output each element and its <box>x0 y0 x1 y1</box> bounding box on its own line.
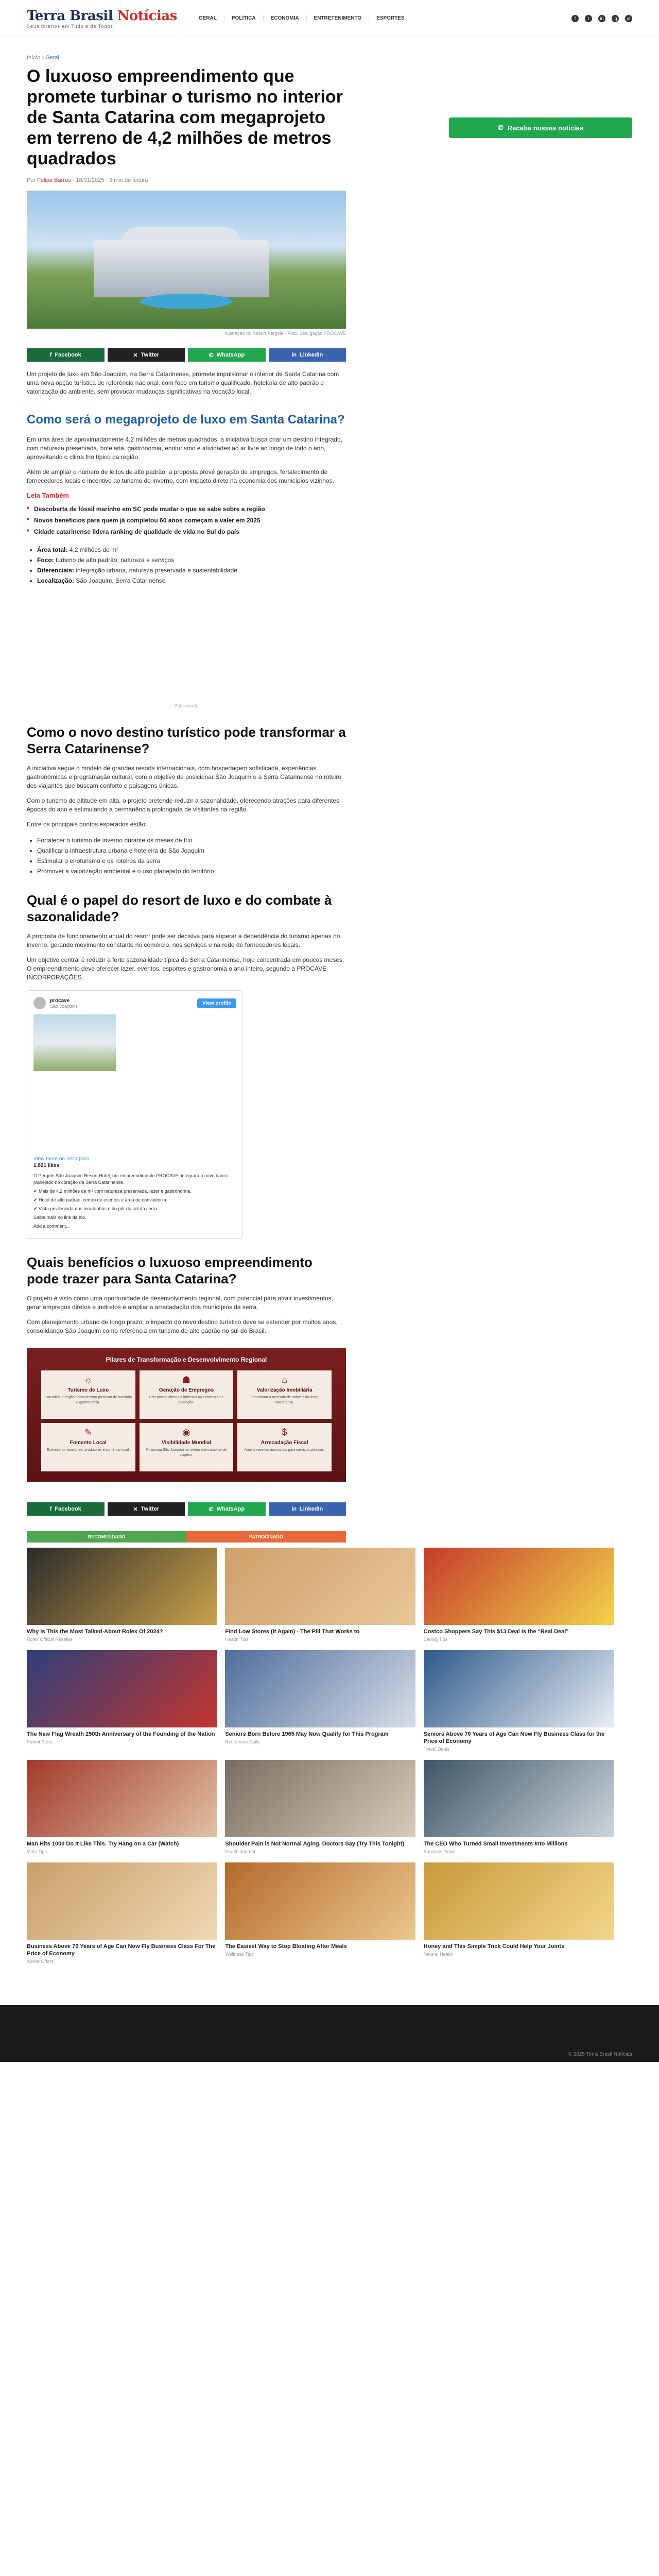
byline: Por Felipe Barros · 18/01/2025 · 3 min de leitura <box>27 177 148 183</box>
read-also-heading: Leia Também <box>27 492 70 499</box>
view-on-instagram-link[interactable]: View more on Instagram <box>33 1156 90 1162</box>
hero-caption: Ilustração do Resort Pergole · Foto: Divulgação PROCAVE <box>224 331 346 336</box>
top-bar <box>0 0 659 37</box>
read-also-link[interactable]: Cidade catarinense lidera ranking de qualidade de vida no Sul do país <box>34 528 239 535</box>
recommendation-image[interactable] <box>27 1548 217 1625</box>
section-heading-beneficios: Quais benefícios o luxuoso empreendimento pode trazer para Santa Catarina? <box>27 1255 313 1286</box>
infographic <box>27 1348 346 1482</box>
infographic-title: Pilares de Transformação e Desenvolvimento Regional <box>106 1356 267 1363</box>
instagram-post-image[interactable] <box>33 1014 116 1071</box>
breadcrumb: Início › Geral <box>27 55 59 61</box>
fact-item: • Localização: São Joaquim, Serra Catarinense <box>37 575 356 586</box>
recommendation-source: Travel Deals <box>423 1747 449 1752</box>
share-facebook-button[interactable]: f Facebook <box>27 348 105 362</box>
whatsapp-icon: ✆ <box>209 1506 214 1513</box>
recommendation-title[interactable]: Seniors Above 70 Years of Age Can Now Fly Business Class for the Price of Economy <box>423 1731 605 1744</box>
paragraph: Além de ampliar o número de leitos de alto padrão, a proposta prevê geração de empregos, fortalecimento de fornecedores locais e incentivo ao turismo de inverno, com impacto direto na economia dos municípios vizinhos. <box>27 468 334 484</box>
impact-item: • Estimular o enoturismo e os roteiros da serra <box>37 856 356 866</box>
recommendation-card[interactable] <box>225 1548 415 1642</box>
whatsapp-subscribe-button[interactable]: ✆ Receba nossas notícias <box>449 117 632 138</box>
linkedin-icon: in <box>291 1506 297 1512</box>
read-also-link[interactable]: Descoberta de fóssil marinho em SC pode mudar o que se sabe sobre a região <box>34 505 265 513</box>
instagram-username[interactable]: procave <box>50 997 70 1004</box>
instagram-caption-line: ✔ Vista privilegiada das montanhas e do pôr do sol da serra. <box>33 1206 159 1211</box>
tab-sponsored[interactable]: PATROCINADO <box>186 1531 346 1543</box>
whatsapp-icon: ✆ <box>497 124 504 131</box>
recommendation-image[interactable] <box>225 1760 415 1837</box>
facebook-icon: f <box>49 352 52 358</box>
recommendation-card[interactable] <box>225 1650 415 1752</box>
article-date: 18/01/2025 · 3 min de leitura <box>76 177 148 183</box>
intro-paragraph: Um projeto de luxo em São Joaquim, na Serra Catarinense, promete impulsionar o interior de Santa Catarina com uma nova opção turística de referência nacional, com foco em turismo qualificado, hotelaria de alto padrão e valorização do ambiente, sem provocar mudanças significativas na vocação local. <box>27 370 339 395</box>
infographic-card: ⌂ Valorização Imobiliária Impulsiona o mercado de imóveis da serra catarinense. <box>237 1370 332 1419</box>
whatsapp-icon: ✆ <box>209 352 214 359</box>
author-link[interactable]: Felipe Barros <box>37 177 71 183</box>
house-icon: ⌂ <box>282 1375 288 1385</box>
infographic-grid <box>41 1370 332 1471</box>
share-twitter-button[interactable]: ✕ Twitter <box>108 1502 185 1516</box>
recommendation-card[interactable] <box>27 1548 217 1642</box>
facebook-icon: f <box>49 1506 52 1512</box>
paragraph: A proposta de funcionamento anual do resort pode ser decisiva para superar a dependência do turismo apenas no inverno, gerando movimento constante no comércio, nos serviços e na rede de fornecedores locais. <box>27 933 340 948</box>
fact-item: • Diferenciais: integração urbana, natureza preservada e sustentabilidade <box>37 565 356 575</box>
paragraph: Com planejamento urbano de longo prazo, o impacto do novo destino turístico deve se estender por muitos anos, consolidando São Joaquim como referência em turismo de alto padrão no sul do Brasil. <box>27 1318 338 1334</box>
recommendation-title[interactable]: Why Is This the Most Talked-About Rolex Of 2024? <box>27 1629 163 1635</box>
recommendation-card[interactable] <box>225 1862 415 1964</box>
facebook-icon[interactable]: f <box>571 15 579 22</box>
recommendation-source: Natural Health <box>423 1952 454 1957</box>
byline-prefix: Por <box>27 177 36 183</box>
recommendation-image[interactable] <box>27 1650 217 1727</box>
footer <box>0 2005 659 2062</box>
infographic-card: $ Arrecadação Fiscal Amplia receitas municipais para serviços públicos. <box>237 1423 332 1471</box>
infographic-card: ✎ Fomento Local Estimula fornecedores, produtores e comércio local. <box>41 1423 135 1471</box>
infographic-card: ◉ Visibilidade Mundial Posiciona São Joaquim no roteiro internacional de viagens. <box>140 1423 234 1471</box>
instagram-location: São Joaquim <box>50 1003 77 1009</box>
briefcase-icon: ☗ <box>182 1375 191 1385</box>
recommendation-source: Retirement Daily <box>225 1739 259 1744</box>
share-bar-bottom <box>27 1502 346 1516</box>
ad-caption: Publicidade <box>174 703 199 708</box>
paragraph: Em uma área de aproximadamente 4,2 milhões de metros quadrados, a iniciativa busca criar um destino integrado, com natureza preservada, hotelaria, gastronomia, enoturismo e atividades ao ar livre ao longo de todo o ano, aproveitando o clima frio típico da região. <box>27 436 342 461</box>
recommendation-source: Wellness Tips <box>225 1952 254 1957</box>
sidebar <box>449 37 632 1964</box>
impact-list <box>37 835 356 876</box>
section-heading-resort: Qual é o papel do resort de luxo e do combate à sazonalidade? <box>27 892 332 924</box>
recommendation-source: Rolex Official Reseller <box>27 1637 73 1642</box>
read-also-link[interactable]: Novos benefícios para quem já completou 60 anos começam a valer em 2025 <box>34 517 261 524</box>
breadcrumb-current[interactable]: Geral <box>45 55 59 61</box>
read-also-list <box>27 503 346 537</box>
recommendation-title[interactable]: Shoulder Pain is Not Normal Aging, Doctors Say (Try This Tonight) <box>225 1841 405 1847</box>
recommendation-image[interactable] <box>27 1760 217 1837</box>
recommendation-image[interactable] <box>225 1548 415 1625</box>
recommendation-title[interactable]: Business Above 70 Years of Age Can Now Fly Business Class For The Price of Economy <box>27 1943 216 1957</box>
paragraph: O projeto é visto como uma oportunidade de desenvolvimento regional, com potencial para atrair investimentos, gerar empregos diretos e indiretos e ampliar a arrecadação dos municípios da serra. <box>27 1295 333 1311</box>
instagram-caption-line: O Pergole São Joaquim Resort Hotel, um empreendimento PROCAVE, integrará o novo bairro planejado no coração da Serra Catarinense. <box>33 1173 228 1185</box>
logo-text: Terra Brasil Notícias <box>27 8 177 24</box>
nav-item-politica[interactable]: POLÍTICA <box>224 15 264 21</box>
sun-icon: ☼ <box>84 1375 93 1385</box>
instagram-icon[interactable]: ig <box>612 15 619 22</box>
recommendation-card[interactable] <box>27 1650 217 1752</box>
view-profile-button[interactable]: View profile <box>197 998 236 1008</box>
nav-item-entretenimento[interactable]: ENTRETENIMENTO <box>307 15 370 21</box>
logo-tagline: Seus direitos em Tudo e de Todos <box>27 23 113 29</box>
avatar[interactable] <box>33 997 46 1009</box>
facts-list <box>37 545 356 586</box>
recommendation-card[interactable] <box>27 1862 217 1964</box>
twitter-icon: ✕ <box>133 1506 138 1513</box>
nav-item-geral[interactable]: GERAL <box>192 15 224 21</box>
twitter-icon: ✕ <box>133 352 138 359</box>
footer-copyright: © 2025 Terra Brasil Notícias <box>568 2052 632 2057</box>
hero-pool <box>140 294 233 309</box>
instagram-comment-field[interactable]: Add a comment... <box>33 1224 70 1229</box>
recommendation-source: Patriot Store <box>27 1739 53 1744</box>
paragraph: Com o turismo de altitude em alta, o projeto pretende reduzir a sazonalidade, oferecendo atrações para diferentes épocas do ano e estimulando a permanência prolongada de visitantes na região. <box>27 797 340 813</box>
recommendation-title[interactable]: The CEO Who Turned Small Investments Into Millions <box>423 1841 568 1847</box>
recommendation-title[interactable]: Find Low Stores (It Again) - The Pill That Works to <box>225 1629 360 1635</box>
instagram-caption-line: Saiba mais no link da bio. <box>33 1215 86 1220</box>
article-title: O luxuoso empreendimento que promete turbinar o turismo no interior de Santa Catarina com megaprojeto em terreno de 4,2 milhões de metros quadrados <box>27 66 343 168</box>
share-twitter-button[interactable]: ✕ Twitter <box>108 348 185 362</box>
instagram-likes: 1.821 likes <box>33 1163 60 1168</box>
ad-slot[interactable] <box>27 593 346 696</box>
page-layout <box>0 37 659 1964</box>
nav-item-economia[interactable]: ECONOMIA <box>264 15 307 21</box>
instagram-caption-line: ✔ Hotel de alto padrão, centro de eventos e área de convivência. <box>33 1197 168 1202</box>
recommendation-image[interactable] <box>225 1862 415 1940</box>
recommendation-tabs <box>27 1531 346 1543</box>
recommendation-source: Saving Tips <box>423 1637 448 1642</box>
recommendation-title[interactable]: The Easiest Way to Stop Bloating After Meals <box>225 1943 347 1950</box>
paragraph: Entre os principais pontos esperados estão: <box>27 821 147 828</box>
recommendation-title[interactable]: Costco Shoppers Say This $13 Deal Is the "Real Deal" <box>423 1629 569 1635</box>
social-links <box>571 15 632 22</box>
share-linkedin-button[interactable]: in LinkedIn <box>269 1502 346 1516</box>
money-icon: $ <box>282 1427 287 1437</box>
recommendation-card[interactable] <box>27 1760 217 1854</box>
share-whatsapp-button[interactable]: ✆ WhatsApp <box>188 1502 266 1516</box>
share-facebook-button[interactable]: f Facebook <box>27 1502 105 1516</box>
instagram-header <box>33 997 236 1009</box>
recommendation-source: Business News <box>423 1849 456 1854</box>
section-heading-destino: Como o novo destino turístico pode transformar a Serra Catarinense? <box>27 724 346 756</box>
recommendation-source: Health Journal <box>225 1849 255 1854</box>
site-logo[interactable] <box>27 8 177 29</box>
recommendation-image[interactable] <box>225 1650 415 1727</box>
recommendation-image[interactable] <box>27 1862 217 1940</box>
globe-icon: ◉ <box>182 1427 190 1437</box>
share-bar-top <box>27 348 346 362</box>
pencil-icon: ✎ <box>84 1427 92 1437</box>
infographic-card: ☼ Turismo de Luxo Consolida a região como destino premium de hotelaria e gastronomia. <box>41 1370 135 1419</box>
paragraph: Um objetivo central é reduzir a forte sazonalidade típica da Serra Catarinense, hoje concentrada em poucos meses. O empreendimento deve oferecer lazer, eventos, esportes e gastronomia o ano inteiro, segundo a PROCAVE INCORPORAÇÕES. <box>27 956 344 981</box>
recommendation-title[interactable]: Seniors Born Before 1965 May Now Qualify for This Program <box>225 1731 389 1737</box>
share-whatsapp-button[interactable]: ✆ WhatsApp <box>188 348 266 362</box>
nav-item-esportes[interactable]: ESPORTES <box>376 15 405 21</box>
twitter-icon[interactable]: t <box>585 15 592 22</box>
recommendation-source: Health Tips <box>225 1637 249 1642</box>
hero-image <box>27 191 346 329</box>
recommendation-card[interactable] <box>225 1760 415 1854</box>
section-heading-megaprojeto: Como será o megaprojeto de luxo em Santa Catarina? <box>27 413 345 427</box>
instagram-embed <box>27 990 243 1239</box>
fact-item: • Foco: turismo de alto padrão, natureza e serviços <box>37 555 356 565</box>
impact-item: • Promover a valorização ambiental e o uso planejado do território <box>37 866 356 876</box>
fact-item: • Área total: 4,2 milhões de m² <box>37 545 356 555</box>
hero-building <box>94 240 269 297</box>
paragraph: A iniciativa segue o modelo de grandes resorts internacionais, com hospedagem sofisticada, experiências gastronômicas e programação cultural, com o objetivo de posicionar São Joaquim e a Serra Catarinense no roteiro dos viajantes que buscam conforto e paisagens únicas. <box>27 765 341 789</box>
recommendation-title[interactable]: Man Hits 1000 Do It Like This: Try Hang on a Car (Watch) <box>27 1841 179 1847</box>
infographic-card: ☗ Geração de Empregos Cria postos diretos e indiretos na construção e operação. <box>140 1370 234 1419</box>
share-linkedin-button[interactable]: in LinkedIn <box>269 348 346 362</box>
linkedin-icon[interactable]: in <box>598 15 605 22</box>
recommendation-source: Airline Offers <box>27 1959 54 1964</box>
instagram-caption-line: ✔ Mais de 4,2 milhões de m² com natureza preservada, lazer e gastronomia. <box>33 1189 192 1194</box>
recommendation-title[interactable]: Honey and This Simple Trick Could Help Your Joints <box>423 1943 565 1950</box>
tab-recommended[interactable]: RECOMENDADO <box>27 1531 186 1543</box>
recommendation-title[interactable]: The New Flag Wreath 250th Anniversary of the Founding of the Nation <box>27 1731 215 1737</box>
main-nav <box>192 15 412 21</box>
recommendation-source: Moto Tips <box>27 1849 47 1854</box>
impact-item: • Fortalecer o turismo de inverno durante os meses de frio <box>37 835 356 845</box>
breadcrumb-home[interactable]: Início <box>27 55 41 61</box>
youtube-icon[interactable]: yt <box>625 15 632 22</box>
linkedin-icon: in <box>291 352 297 358</box>
impact-item: • Qualificar a infraestrutura urbana e hoteleira de São Joaquim <box>37 845 356 856</box>
